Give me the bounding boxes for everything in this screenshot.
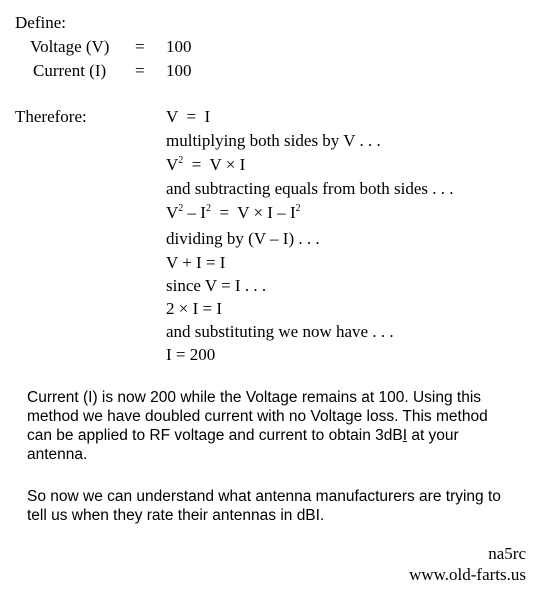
step-text: multiplying both sides by V . . . [166, 131, 381, 150]
current-value: 100 [166, 61, 192, 80]
author-callsign: na5rc [488, 544, 526, 563]
result-line: I = 200 [166, 345, 216, 364]
author-website: www.old-farts.us [409, 565, 526, 584]
step-text: dividing by (V – I) . . . [166, 229, 320, 248]
paragraph-line: tell us when they rate their antennas in dBI. [27, 507, 325, 524]
equals-sign: = [135, 61, 145, 80]
define-label: Define: [15, 13, 66, 32]
step-text: and substituting we now have . . . [166, 322, 394, 341]
paragraph-line: can be applied to RF voltage and current to obtain 3dBI at your [27, 427, 459, 444]
equation-line: V = I [166, 107, 211, 126]
equation-line: V + I = I [166, 253, 226, 272]
voltage-name: Voltage (V) [30, 37, 110, 56]
equals-sign: = [135, 37, 145, 56]
paragraph-line: method we have doubled current with no Voltage loss. This method [27, 408, 488, 425]
current-name: Current (I) [33, 61, 107, 80]
equation-line: 2 × I = I [166, 299, 222, 318]
paragraph-line: Current (I) is now 200 while the Voltage remains at 100. Using this [27, 389, 482, 406]
paragraph-line: antenna. [27, 446, 88, 463]
paragraph-line: So now we can understand what antenna manufacturers are trying to [27, 488, 501, 505]
step-text: since V = I . . . [166, 276, 267, 295]
equation-line: $V^2 - I^2 = V \times I - I^2$ [166, 203, 301, 222]
voltage-value: 100 [166, 37, 192, 56]
therefore-label: Therefore: [15, 107, 87, 126]
step-text: and subtracting equals from both sides . . . [166, 179, 454, 198]
equation-line: $V^2 = V \times I$ [166, 155, 246, 174]
